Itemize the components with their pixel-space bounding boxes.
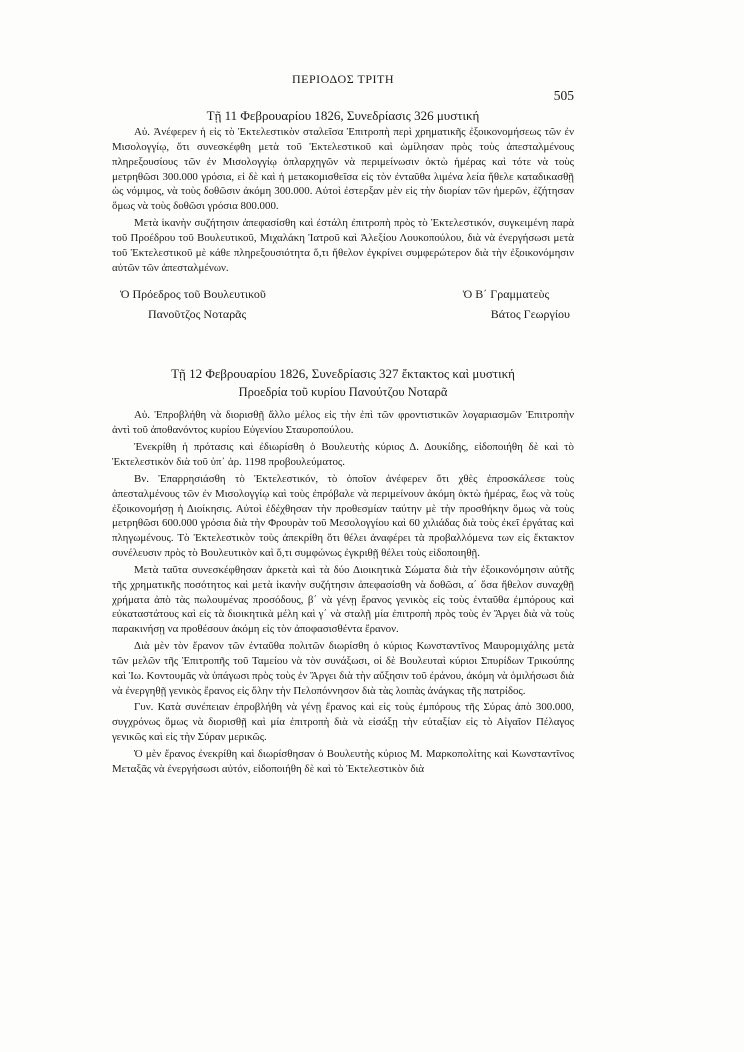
signature-president [112, 284, 266, 324]
session-326 [112, 106, 574, 324]
signature-secretary-name: Βάτος Γεωργίου [490, 307, 570, 322]
document-page [112, 68, 574, 779]
session-327-subheading: Προεδρία τοῦ κυρίου Πανούτζου Νοταρᾶ [238, 385, 448, 400]
session-327-paragraph: Μετὰ ταῦτα συνεσκέφθησαν ἀρκετὰ καὶ τὰ δύο Διοικητικὰ Σώματα διὰ τὴν ἐξοικονόμησιν αὐτῆς τῆς χρηματικῆς ποσότητος καὶ μετὰ ἱκανὴν συζήτησιν ἀπεφασίσθη νὰ δοθῶσι, α΄ ὅσα ἤθελον συναχθῇ χρήματα ἀπὸ τὰς πωλουμένας προσόδους, β΄ νὰ γένῃ ἔρανος γενικὸς εἰς τοὺς ἐνταῦθα ἐμπόρους καὶ εὐκαταστάτους καὶ εἰς τὰ διοικητικὰ μέλη καὶ γ΄ νὰ σταλῇ μία ἐπιτροπὴ πρὸς τοὺς ἐν Ἄργει διὰ νὰ τοὺς παρακινήσῃ να προθέσουν ἀκόμη εἰς τὸν ἀποφασισθέντα ἔρανον. [112, 563, 574, 636]
session-327-paragraph: Ἐνεκρίθη ἡ πρότασις καὶ ἐδιωρίσθη ὁ Βουλευτὴς κύριος Δ. Δουκίδης, εἰδοποιήθη δὲ καὶ τὸ Ἐκτελεστικὸν διὰ τοῦ ὑπ᾽ ἀρ. 1198 προβουλεύματος. [112, 441, 574, 468]
session-327-heading: Τῇ 12 Φεβρουαρίου 1826, Συνεδρίασις 327 ἔκτακτος καὶ μυστική [171, 366, 515, 382]
session-327-paragraph: Βν. Ἐπαρρησιάσθη τὸ Ἐκτελεστικόν, τὸ ὁποῖον ἀνέφερεν ὅτι χθὲς ἐπροσκάλεσε τοὺς ἀπεσταλμένους τῶν ἐν Μισολογγίῳ καὶ τοὺς ἐπρόβαλε νὰ περιμείνουν ἀκόμη ὀκτὼ ἡμέρας, ἕως νὰ τοὺς ἐξοικονομήσῃ ἡ Διοίκησις. Αὐτοὶ ἐδέχθησαν τὴν προθεσμίαν ταύτην μὲ τὴν προσθήκην ὅμως νὰ τοὺς μετρηθῶσι 600.000 γρόσια διὰ τὴν Φρουρὰν τοῦ Μεσολογγίου καὶ 60 χιλιάδας διὰ τοὺς ἐκεῖ ἐργάτας καὶ πληγωμένους. Τὸ Ἐκτελεστικὸν τοὺς ἀπεκρίθη ὅτι θέλει ἀναφέρει τὰ προβαλλόμενα των εἰς ἔκτακτον συνέλευσιν πρὸς τὸ Βουλευτικὸν καὶ ὅ,τι συμφώνως ἐγκριθῇ θέλει τοὺς εἰδοποιηθῇ. [112, 472, 574, 560]
session-326-paragraph: Μετὰ ἱκανὴν συζήτησιν ἀπεφασίσθη καὶ ἐστάλη ἐπιτροπὴ πρὸς τὸ Ἐκτελεστικόν, συγκειμένη παρὰ τοῦ Προέδρου τοῦ Βουλευτικοῦ, Μιχαλάκη Ἰατροῦ καὶ Ἀλεξίου Λουκοπούλου, διὰ νὰ ἐνεργήσωσι μετὰ τοῦ Ἐκτελεστικοῦ μὲ κάθε πληρεξουσιότητα ὅ,τι ἤθελον ἐγκρίνει συμφερώτερον διὰ τὴν ἐξοικονόμησιν αὐτῶν τῶν ἀπεσταλμένων. [112, 217, 574, 274]
session-326-paragraph: Αὐ. Ἀνέφερεν ἡ εἰς τὸ Ἐκτελεστικὸν σταλεῖσα Ἐπιτροπὴ περὶ χρηματικῆς ἐξοικονομήσεως τῶν ἐν Μισολογγίῳ, ὅτι συνεσκέφθη μετὰ τοῦ Ἐκτελεστικοῦ καὶ ὡμίλησαν πρὸς τοὺς ἀπεσταλμένους πληρεξουσίους τῶν ἐν Μισολογγίῳ ὁπλαρχηγῶν νὰ περιμείνωσιν ὀκτὼ ἡμέρας καὶ τότε νὰ τοὺς μετρηθῶσι 300.000 γρόσια, εἰ δὲ καὶ ἡ μετακομισθεῖσα εἰς τὸν ἐνταῦθα λιμένα λεία ἤθελε καταδικασθῇ ὡς νόμιμος, νὰ τοὺς δοθῶσιν ἀκόμη 300.000. Αὐτοὶ ἐστερξαν μὲν εἰς τὴν διορίαν τῶν ἡμερῶν, ἐζήτησαν ὅμως νὰ τοὺς δοθῶσι γρόσια 800.000. [112, 126, 574, 213]
signature-secretary [463, 284, 574, 324]
session-327-paragraph: Γυν. Κατὰ συνέπειαν ἐπροβλήθη νὰ γένῃ ἔρανος καὶ εἰς τοὺς ἐμπόρους τῆς Σύρας ἀπὸ 300.000, συγχρόνως ὅμως νὰ διορισθῇ καὶ μία ἐπιτροπὴ διὰ νὰ εἰσάξῃ τὴν εὐταξίαν εἰς τὸ Αἰγαῖον Πέλαγος γενικῶς καὶ εἰς τὴν Σύραν μερικῶς. [112, 701, 574, 744]
session-327-paragraph: Ὁ μὲν ἔρανος ἐνεκρίθη καὶ διωρίσθησαν ὁ Βουλευτὴς κύριος Μ. Μαρκοπολίτης καὶ Κωνσταντῖνος Μεταξᾶς νὰ ἐνεργήσωσι αὐτόν, εἰδοποιήθη δὲ καὶ τὸ Ἐκτελεστικὸν διὰ [112, 748, 574, 775]
signature-block [112, 284, 574, 324]
session-326-heading: Τῇ 11 Φεβρουαρίου 1826, Συνεδρίασις 326 μυστική [206, 108, 480, 123]
session-327 [112, 364, 574, 776]
running-title: ΠΕΡΙΟΔΟΣ ΤΡΙΤΗ [292, 72, 394, 86]
signature-president-title: Ὁ Πρόεδρος τοῦ Βουλευτικοῦ [120, 287, 266, 302]
signature-president-name: Πανοῦτζος Νοταρᾶς [148, 307, 247, 322]
page-number: 505 [553, 88, 574, 103]
page-header [112, 68, 574, 102]
session-327-paragraph: Αὐ. Ἐπροβλήθη νὰ διορισθῇ ἄλλο μέλος εἰς τὴν ἐπὶ τῶν φροντιστικῶν λογαριασμῶν Ἐπιτροπὴν ἀντὶ τοῦ ἀποθανόντος κυρίου Εὐγενίου Σταυροπούλου. [112, 409, 574, 437]
session-327-paragraph: Διὰ μὲν τὸν ἔρανον τῶν ἐνταῦθα πολιτῶν διωρίσθη ὁ κύριος Κωνσταντῖνος Μαυρομιχάλης μετὰ τῶν μελῶν τῆς Ἐπιτροπῆς τοῦ Ταμείου νὰ τὸν συνάξωσι, οἱ δὲ Βουλευταὶ κύριοι Σπυρίδων Τρικούπης καὶ Ἰω. Κοντουμᾶς νὰ ὑπάγωσι πρὸς τοὺς ἐν Ἄργει διὰ τὴν αὔξησιν τοῦ ἐράνου, ἀκόμη νὰ ὁμιλήσωσι διὰ νὰ ἐνεργηθῇ γενικὸς ἔρανος εἰς ὅλην τὴν Πελοπόννησον διὰ τὰς λοιπὰς ἀνάγκας τῆς πατρίδος. [112, 640, 574, 697]
signature-secretary-title: Ὁ Β΄ Γραμματεὺς [462, 287, 550, 302]
